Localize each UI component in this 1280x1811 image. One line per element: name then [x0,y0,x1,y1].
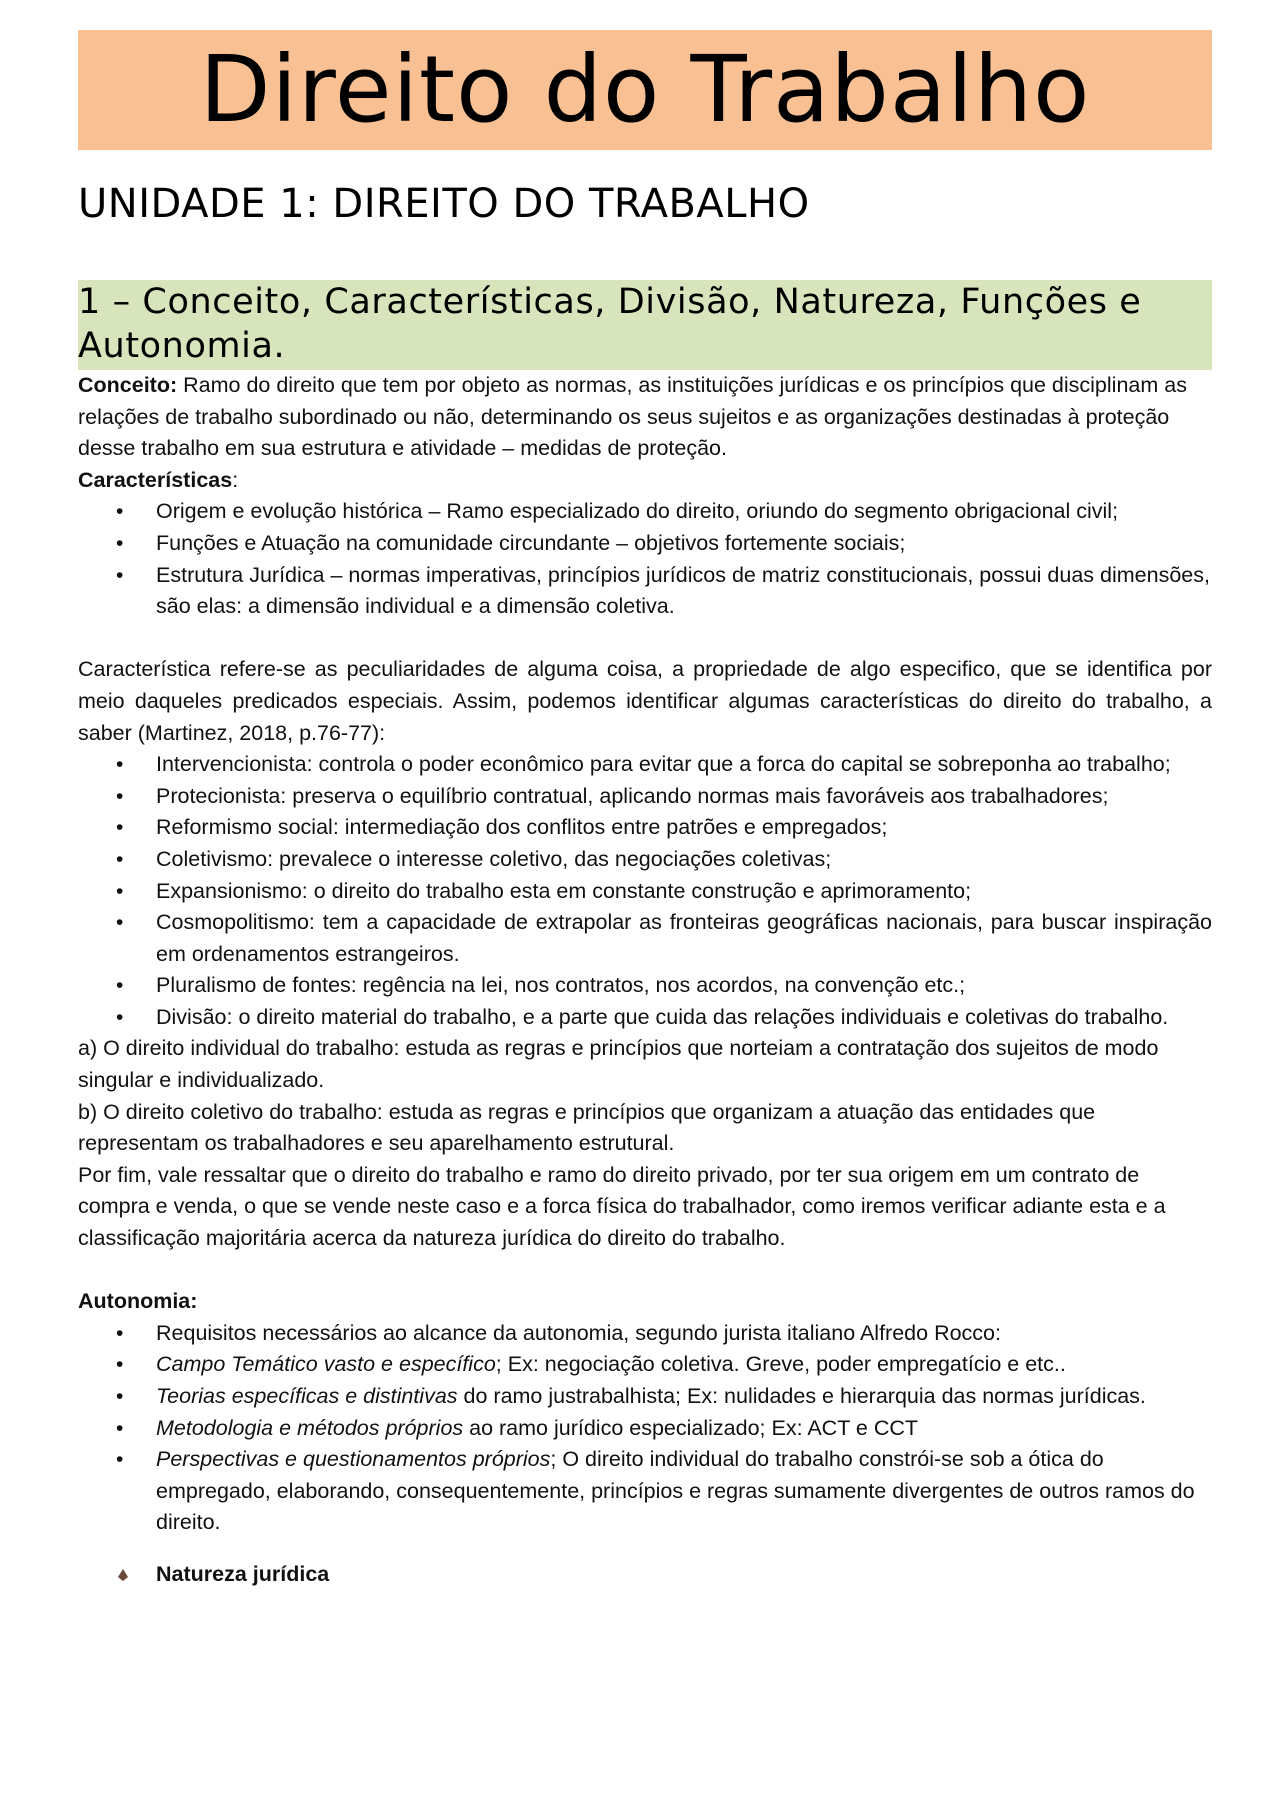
list-item [78,876,1212,908]
bullet-icon: • [116,879,124,903]
document-title: Direito do Trabalho [199,36,1091,143]
list-item [78,560,1212,623]
list-item [78,1413,1212,1445]
list-item-text: ; Ex: negociação coletiva. Greve, poder empregatício e etc.. [495,1352,1066,1377]
list-item-text: Estrutura Jurídica – normas imperativas, princípios jurídicos de matriz constitucionais, possui duas dimensões, são elas: a dimensão individual e a dimensão coletiva. [156,562,1210,619]
natureza-label: Natureza jurídica [156,1561,330,1586]
list-item-emphasis: Teorias específicas e distintivas [156,1384,458,1408]
list-item-text: Funções e Atuação na comunidade circundante – objetivos fortemente sociais; [156,530,906,555]
bullet-icon: • [116,563,124,587]
section-heading-box [78,280,1212,370]
caracteristicas-heading [78,465,1212,497]
bullet-icon: • [116,784,124,808]
document-page [78,30,1212,1591]
bullet-icon: • [116,847,124,871]
list-item [78,496,1212,528]
list-item [78,528,1212,560]
caracteristicas-colon: : [232,467,239,492]
natureza-heading [78,1559,1212,1591]
bullet-icon: • [116,1448,124,1472]
title-banner [78,30,1212,150]
caracteristica-list [78,749,1212,1033]
list-item [78,812,1212,844]
list-item [78,970,1212,1002]
list-item-text: Protecionista: preserva o equilíbrio contratual, aplicando normas mais favoráveis aos trabalhadores; [156,783,1109,808]
bullet-icon: • [116,1321,124,1345]
list-item [78,907,1212,970]
list-item [78,749,1212,781]
conceito-label: Conceito: [78,373,178,397]
list-item-text: Expansionismo: o direito do trabalho esta em constante construção e aprimoramento; [156,878,972,903]
spacer [78,1255,1212,1287]
list-item-text: Intervencionista: controla o poder econômico para evitar que a forca do capital se sobreponha ao trabalho; [156,752,1171,777]
list-item-text: Coletivismo: prevalece o interesse coletivo, das negociações coletivas; [156,846,832,871]
list-item [78,1349,1212,1381]
list-item [78,781,1212,813]
list-item [78,844,1212,876]
list-item [78,1002,1212,1034]
section-heading: 1 – Conceito, Características, Divisão, Natureza, Funções e Autonomia. [78,282,1142,366]
bullet-icon: • [116,531,124,555]
list-item-text: Divisão: o direito material do trabalho, e a parte que cuida das relações individuais e coletivas do trabalho. [156,1004,1169,1029]
list-item-text: Reformismo social: intermediação dos conflitos entre patrões e empregados; [156,815,888,840]
conceito-text: Ramo do direito que tem por objeto as normas, as instituições jurídicas e os princípios que disciplinam as relações de trabalho subordinado ou não, determinando os seus sujeitos e as organizações destinadas à proteção desse trabalho em sua estrutura e atividade – medidas de proteção. [78,373,1187,461]
bullet-icon: • [116,1005,124,1029]
diamond-bullet-icon [118,1569,128,1581]
list-item-text: Requisitos necessários ao alcance da autonomia, segundo jurista italiano Alfredo Rocco: [156,1320,1001,1345]
caracteristicas-label: Características [78,467,233,492]
list-item-text: do ramo justrabalhista; Ex: nulidades e hierarquia das normas jurídicas. [457,1384,1146,1408]
list-item-text: Pluralismo de fontes: regência na lei, nos contratos, nos acordos, na convenção etc.; [156,973,966,998]
bullet-icon: • [116,753,124,777]
list-item-emphasis: Metodologia e métodos próprios [156,1415,464,1440]
list-item-text: Origem e evolução histórica – Ramo especializado do direito, oriundo do segmento obrigacional civil; [156,499,1119,524]
list-item-text: Cosmopolitismo: tem a capacidade de extrapolar as fronteiras geográficas nacionais, para buscar inspiração em ordenamentos estrangeiros. [156,910,1212,966]
bullet-icon: • [116,1416,124,1440]
autonomia-list [78,1318,1212,1539]
conceito-paragraph [78,370,1212,465]
bullet-icon: • [116,1385,124,1408]
list-item-emphasis: Perspectivas e questionamentos próprios [156,1447,551,1472]
bullet-icon: • [116,974,124,998]
spacer [78,623,1212,655]
list-item [78,1444,1212,1539]
bullet-icon: • [116,1353,124,1377]
divisao-b-paragraph: b) O direito coletivo do trabalho: estuda as regras e princípios que organizam a atuação das entidades que representam os trabalhadores e seu aparelhamento estrutural. [78,1099,1096,1156]
bullet-icon: • [116,816,124,840]
list-item [78,1318,1212,1350]
list-item [78,1381,1212,1413]
list-item-text: ao ramo jurídico especializado; Ex: ACT e CCT [463,1415,919,1440]
bullet-icon: • [116,500,124,524]
bullet-icon: • [116,911,124,935]
list-item-emphasis: Campo Temático vasto e específico [156,1352,496,1377]
divisao-a-paragraph: a) O direito individual do trabalho: estuda as regras e princípios que norteiam a contratação dos sujeitos de modo singular e individualizado. [78,1036,1159,1093]
caracteristica-paragraph: Característica refere-se as peculiaridades de alguma coisa, a propriedade de algo especifico, que se identifica por meio daqueles predicados especiais. Assim, podemos identificar algumas características do direito do trabalho, a saber (Martinez, 2018, p.76-77): [78,657,1212,745]
document-body [78,370,1212,1591]
list-item-text: ; O direito individual do trabalho constrói-se sob a ótica do empregado, elaborando, consequentemente, princípios e regras sumamente divergentes de outros ramos do direito. [156,1447,1195,1535]
caracteristicas-list [78,496,1212,622]
por-fim-paragraph: Por fim, vale ressaltar que o direito do trabalho e ramo do direito privado, por ter sua origem em um contrato de compra e venda, o que se vende neste caso e a forca física do trabalhador, como iremos verificar adiante esta e a classificação majoritária acerca da natureza jurídica do direito do trabalho. [78,1162,1166,1251]
unit-heading: UNIDADE 1: DIREITO DO TRABALHO [78,181,810,227]
autonomia-heading: Autonomia: [78,1289,198,1314]
